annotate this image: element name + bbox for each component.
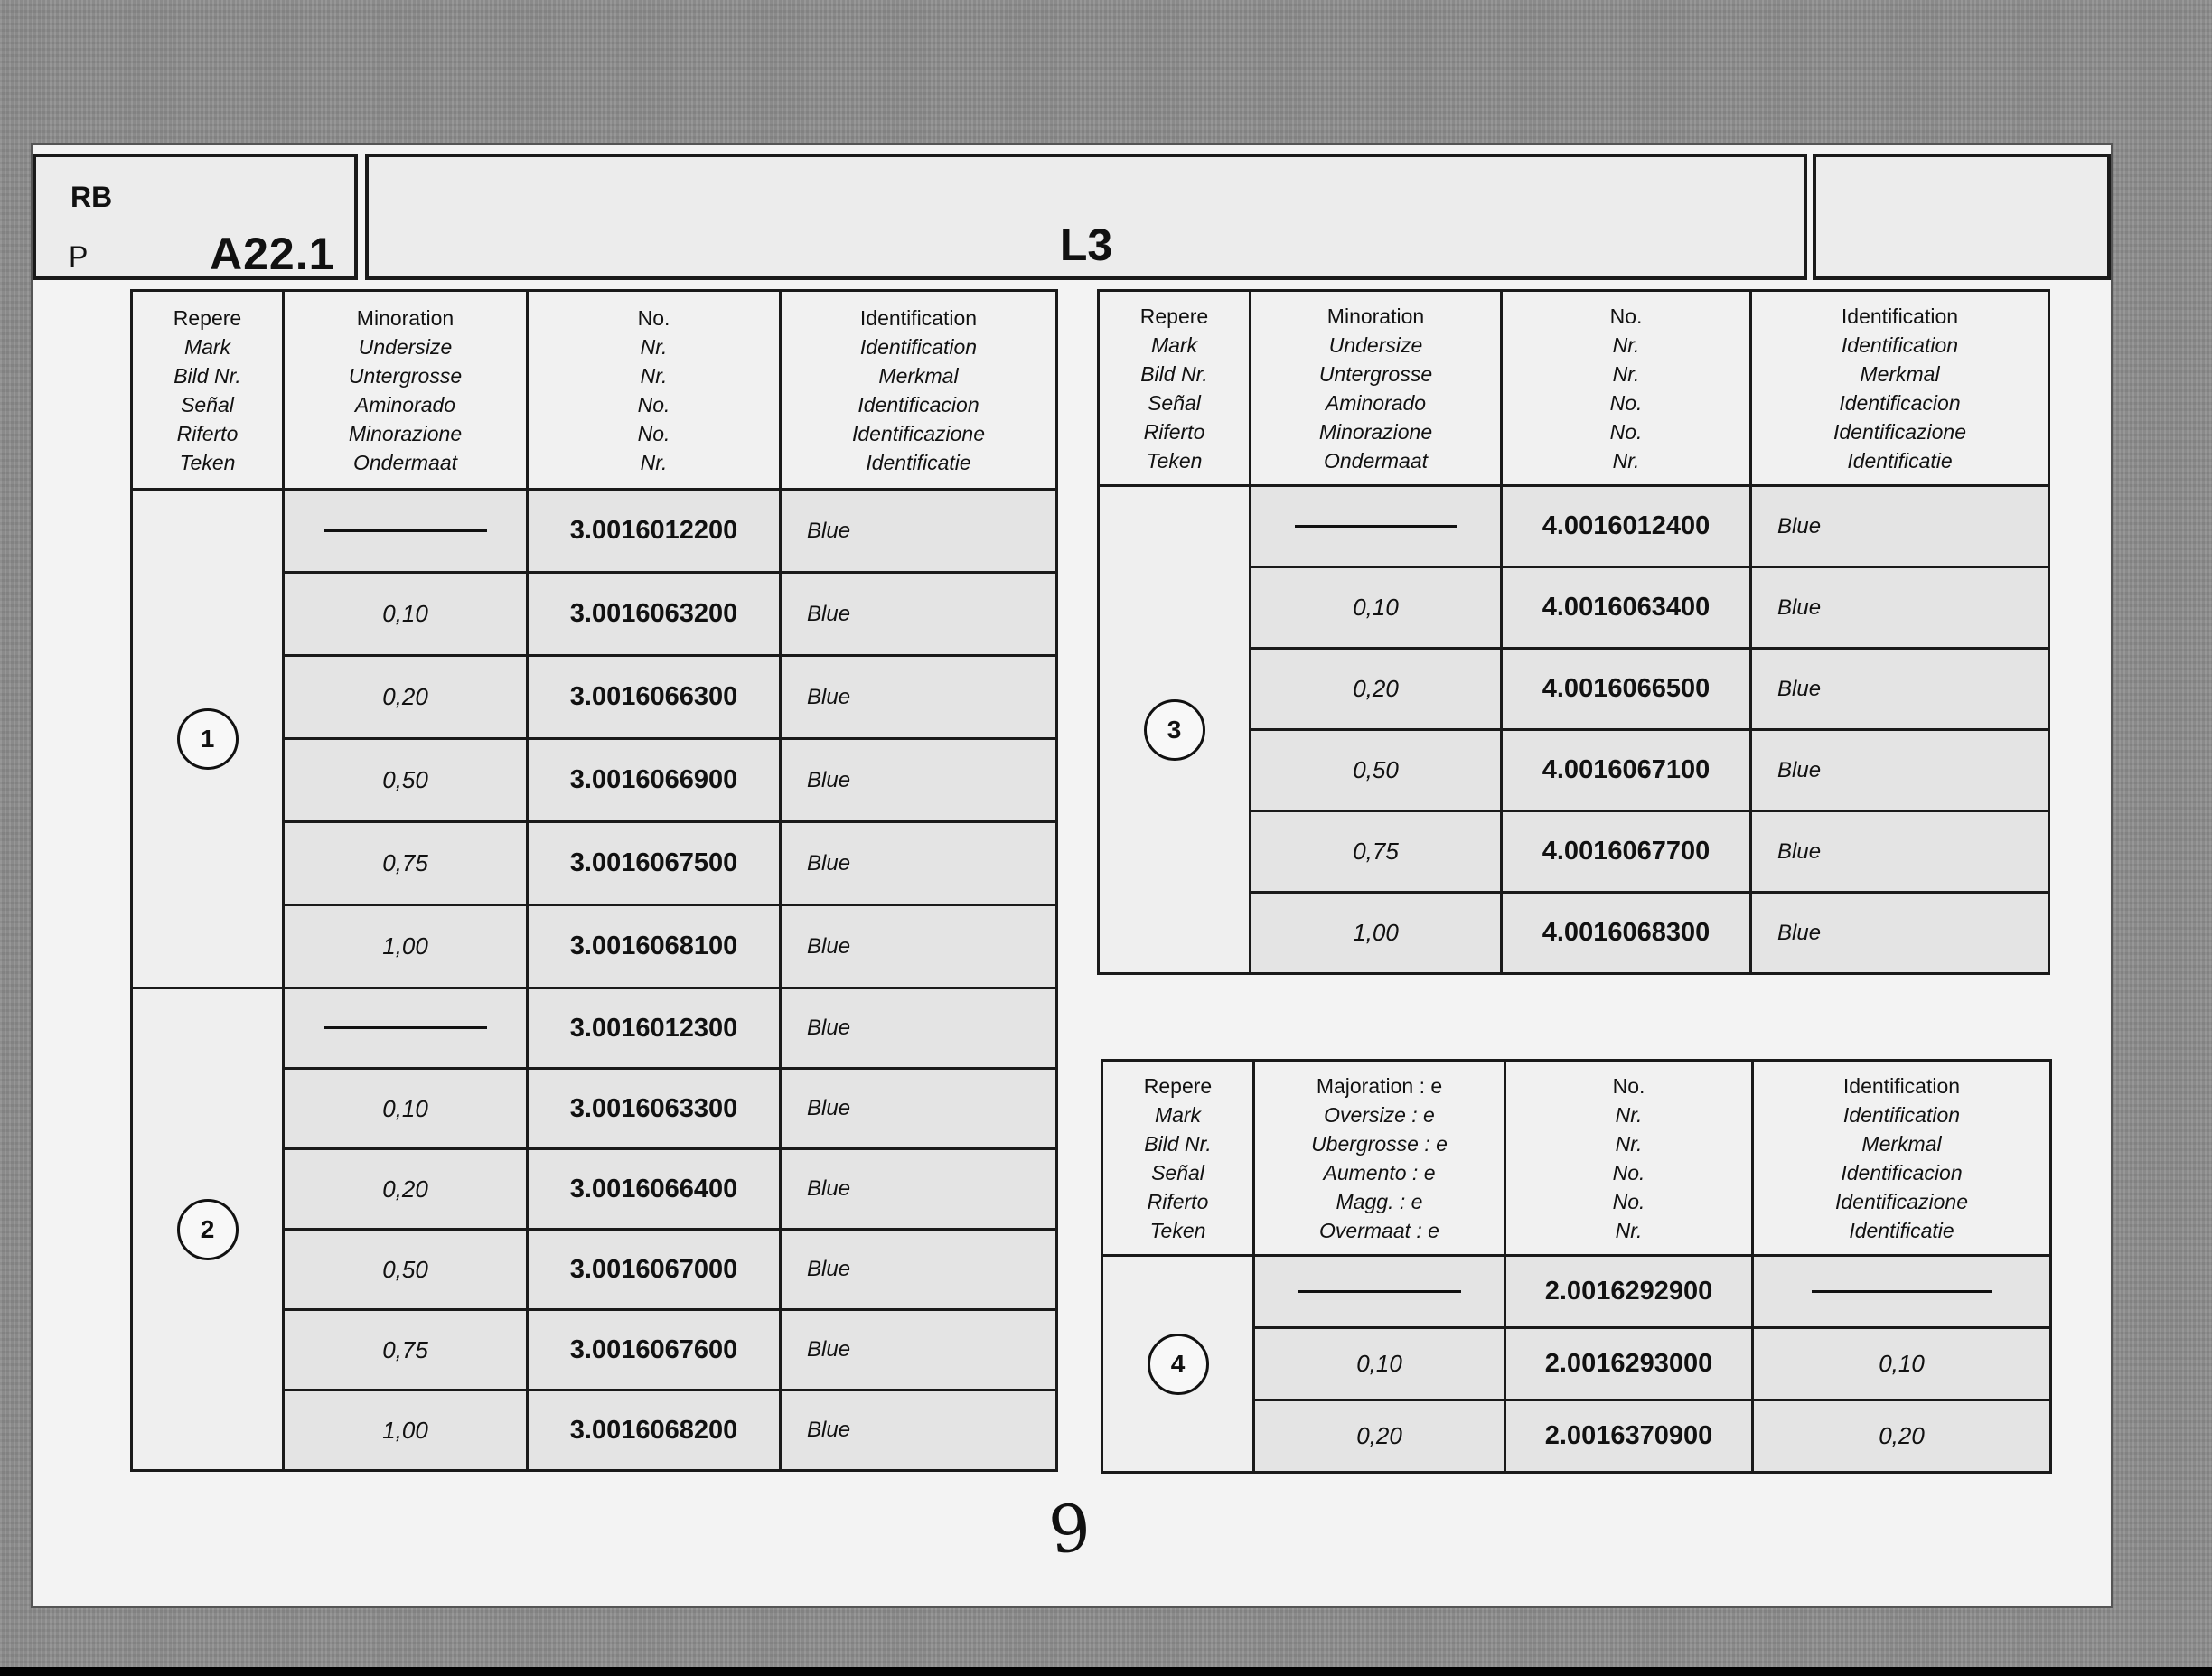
- identification-cell: Blue: [781, 1149, 1057, 1230]
- undersize-cell: 0,10: [284, 1069, 528, 1149]
- part-number: 2.0016293000: [1505, 1328, 1753, 1400]
- part-number: 3.0016068100: [528, 905, 781, 988]
- standard-size-dash: [1295, 525, 1457, 528]
- table-header-row: [132, 291, 1057, 490]
- undersize-cell: 0,50: [284, 739, 528, 822]
- part-number: 4.0016068300: [1502, 893, 1751, 974]
- col-header-oversize: Majoration : e Oversize : e Ubergrosse : e Aumento : e Magg. : e Overmaat : e: [1254, 1061, 1505, 1256]
- part-number: 3.0016066900: [528, 739, 781, 822]
- oversize-cell: 0,10: [1254, 1328, 1505, 1400]
- part-number: 4.0016066500: [1502, 649, 1751, 730]
- identification-cell: Blue: [1751, 730, 2049, 811]
- identification-cell: Blue: [1751, 811, 2049, 893]
- undersize-cell: 0,75: [284, 822, 528, 905]
- header-rb-label: RB: [70, 181, 113, 213]
- identification-cell: Blue: [781, 822, 1057, 905]
- header-title-box: [365, 154, 1807, 280]
- part-number: 3.0016063300: [528, 1069, 781, 1149]
- undersize-cell: [284, 490, 528, 573]
- header-code: A22.1: [210, 229, 335, 279]
- mark-circle-1: 1: [177, 708, 239, 770]
- part-number: 3.0016012300: [528, 988, 781, 1069]
- table-row: [1102, 1256, 2051, 1328]
- identification-cell: Blue: [1751, 567, 2049, 649]
- page-title: L3: [1059, 220, 1113, 270]
- identification-cell: Blue: [781, 1069, 1057, 1149]
- parts-table-right-bottom: [1101, 1059, 2052, 1474]
- mark-circle-3: 3: [1144, 699, 1205, 761]
- mark-cell: [132, 988, 284, 1471]
- part-number: 3.0016068200: [528, 1390, 781, 1471]
- oversize-cell: [1254, 1256, 1505, 1328]
- standard-size-dash: [324, 1026, 487, 1029]
- part-number: 4.0016012400: [1502, 486, 1751, 567]
- part-number: 4.0016067100: [1502, 730, 1751, 811]
- undersize-cell: 0,50: [1251, 730, 1502, 811]
- col-header-identification: Identification Identification Merkmal Identificacion Identificazione Identificatie: [1751, 291, 2049, 486]
- identification-cell: [1753, 1256, 2051, 1328]
- undersize-cell: 0,75: [284, 1310, 528, 1390]
- table-row: [132, 988, 1057, 1069]
- table-header-row: [1099, 291, 2049, 486]
- part-number: 3.0016067600: [528, 1310, 781, 1390]
- undersize-cell: 0,20: [284, 656, 528, 739]
- part-number: 3.0016066400: [528, 1149, 781, 1230]
- mark-cell: [1102, 1256, 1254, 1473]
- undersize-cell: 0,10: [1251, 567, 1502, 649]
- identification-cell: 0,20: [1753, 1400, 2051, 1473]
- undersize-cell: 1,00: [1251, 893, 1502, 974]
- part-number: 3.0016012200: [528, 490, 781, 573]
- standard-size-dash: [324, 529, 487, 532]
- identification-cell: Blue: [781, 490, 1057, 573]
- undersize-cell: 0,10: [284, 573, 528, 656]
- col-header-undersize: Minoration Undersize Untergrosse Aminorado Minorazione Ondermaat: [284, 291, 528, 490]
- col-header-undersize: Minoration Undersize Untergrosse Aminorado Minorazione Ondermaat: [1251, 291, 1502, 486]
- header-p-label: P: [69, 240, 89, 273]
- mark-cell: [1099, 486, 1251, 974]
- identification-cell: Blue: [1751, 893, 2049, 974]
- identification-cell: 0,10: [1753, 1328, 2051, 1400]
- undersize-cell: 1,00: [284, 1390, 528, 1471]
- table-row: [1099, 486, 2049, 567]
- part-number: 2.0016370900: [1505, 1400, 1753, 1473]
- col-header-identification: Identification Identification Merkmal Identificacion Identificazione Identificatie: [781, 291, 1057, 490]
- document-card: [33, 145, 2111, 1606]
- oversize-cell: 0,20: [1254, 1400, 1505, 1473]
- identification-cell: Blue: [781, 1230, 1057, 1310]
- standard-size-dash: [1298, 1290, 1461, 1293]
- undersize-cell: [1251, 486, 1502, 567]
- header-blank-box: [1813, 154, 2111, 280]
- part-number: 2.0016292900: [1505, 1256, 1753, 1328]
- part-number: 4.0016067700: [1502, 811, 1751, 893]
- header-id-box: [33, 154, 358, 280]
- identification-cell: Blue: [781, 905, 1057, 988]
- identification-cell: Blue: [1751, 486, 2049, 567]
- col-header-mark: Repere Mark Bild Nr. Señal Riferto Teken: [1102, 1061, 1254, 1256]
- identification-cell: Blue: [781, 1390, 1057, 1471]
- identification-cell: Blue: [781, 1310, 1057, 1390]
- part-number: 3.0016067000: [528, 1230, 781, 1310]
- parts-table-left: [130, 289, 1058, 1472]
- table-row: [132, 490, 1057, 573]
- col-header-number: No. Nr. Nr. No. No. Nr.: [1502, 291, 1751, 486]
- identification-dash: [1812, 1290, 1992, 1293]
- col-header-mark: Repere Mark Bild Nr. Señal Riferto Teken: [1099, 291, 1251, 486]
- mark-circle-2: 2: [177, 1199, 239, 1260]
- part-number: 3.0016066300: [528, 656, 781, 739]
- bottom-border-bar: [0, 1667, 2212, 1676]
- identification-cell: Blue: [781, 988, 1057, 1069]
- handwritten-page-number: 9: [1045, 1488, 1095, 1569]
- undersize-cell: 0,50: [284, 1230, 528, 1310]
- col-header-mark: Repere Mark Bild Nr. Señal Riferto Teken: [132, 291, 284, 490]
- undersize-cell: 0,20: [284, 1149, 528, 1230]
- identification-cell: Blue: [781, 656, 1057, 739]
- undersize-cell: [284, 988, 528, 1069]
- col-header-number: No. Nr. Nr. No. No. Nr.: [1505, 1061, 1753, 1256]
- part-number: 3.0016067500: [528, 822, 781, 905]
- mark-circle-4: 4: [1148, 1334, 1209, 1395]
- part-number: 4.0016063400: [1502, 567, 1751, 649]
- identification-cell: Blue: [781, 573, 1057, 656]
- undersize-cell: 0,75: [1251, 811, 1502, 893]
- undersize-cell: 0,20: [1251, 649, 1502, 730]
- undersize-cell: 1,00: [284, 905, 528, 988]
- part-number: 3.0016063200: [528, 573, 781, 656]
- identification-cell: Blue: [1751, 649, 2049, 730]
- col-header-identification: Identification Identification Merkmal Identificacion Identificazione Identificatie: [1753, 1061, 2051, 1256]
- parts-table-right-top: [1097, 289, 2050, 975]
- col-header-number: No. Nr. Nr. No. No. Nr.: [528, 291, 781, 490]
- table-header-row: [1102, 1061, 2051, 1256]
- document-header: [33, 145, 2111, 280]
- identification-cell: Blue: [781, 739, 1057, 822]
- mark-cell: [132, 490, 284, 988]
